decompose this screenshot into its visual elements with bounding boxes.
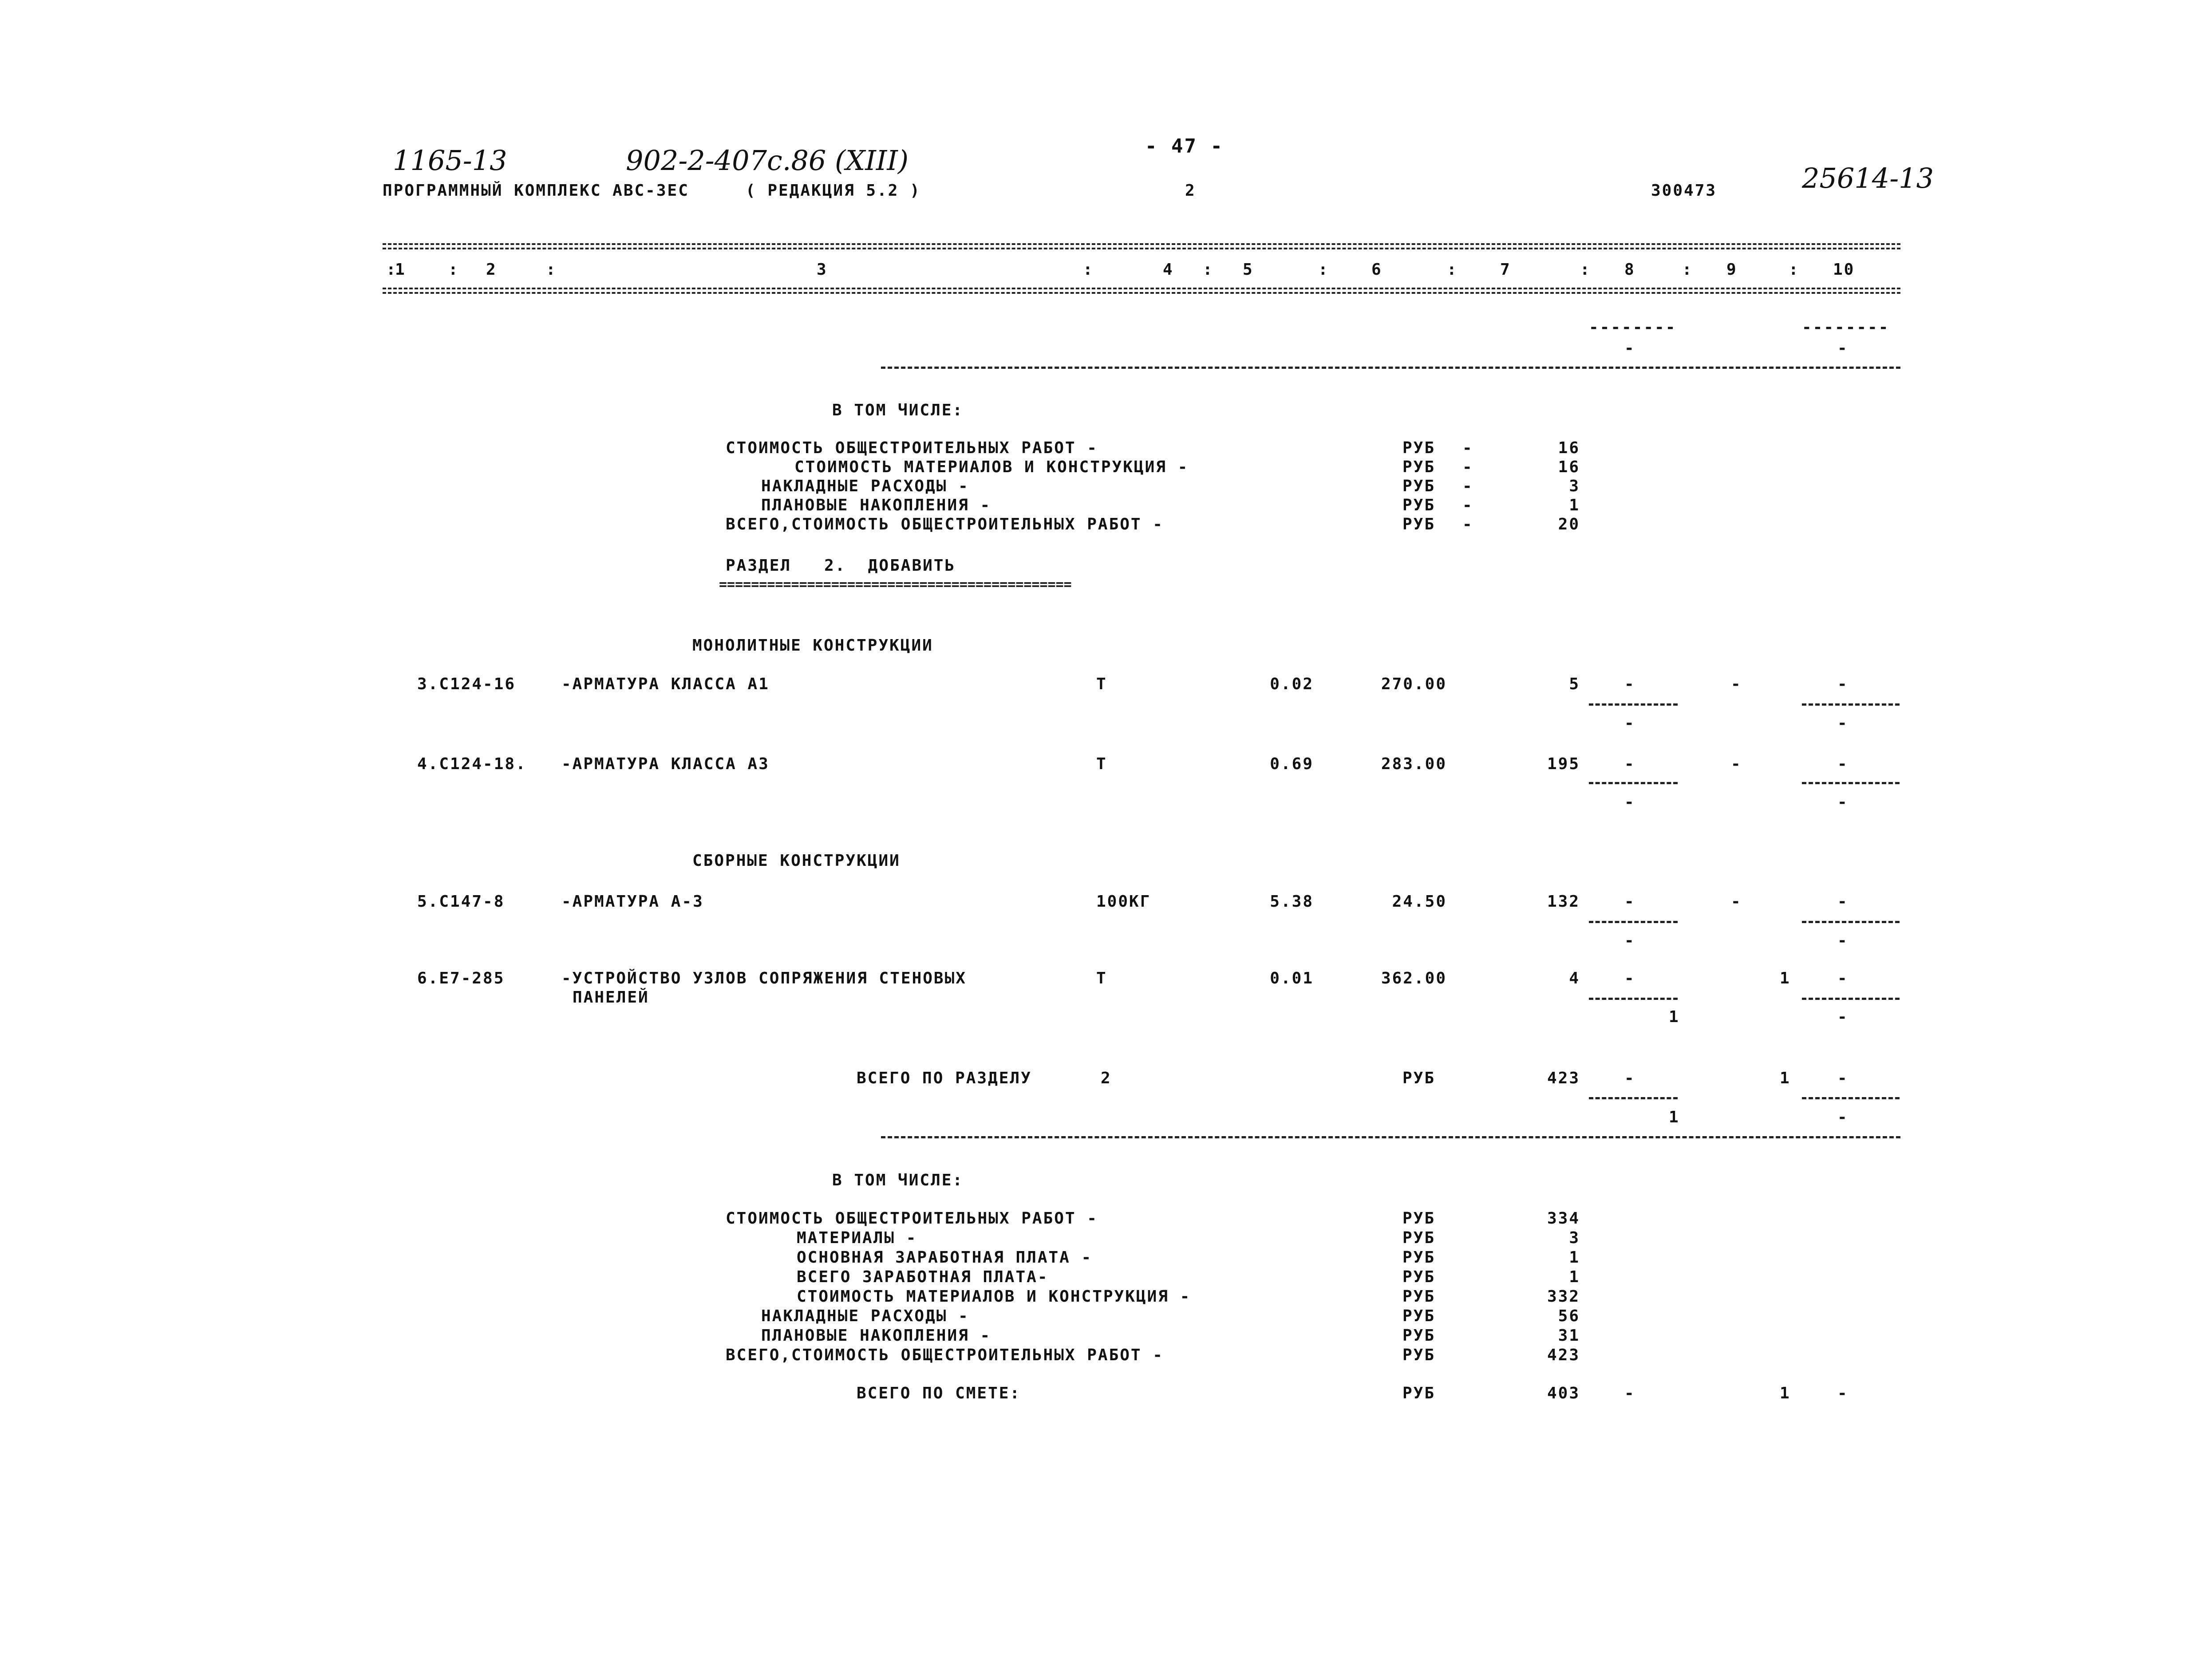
item-quantity: 0.69 bbox=[1270, 755, 1314, 773]
item-col10: - bbox=[1837, 675, 1849, 693]
section2-summary-title: В ТОМ ЧИСЛЕ: bbox=[832, 1171, 964, 1189]
col-header-5: 5 bbox=[1243, 261, 1254, 279]
page-number: - 47 - bbox=[1145, 135, 1224, 158]
section1-summary-title: В ТОМ ЧИСЛЕ: bbox=[832, 401, 964, 419]
item-col9: - bbox=[1731, 755, 1742, 773]
item-col8: - bbox=[1624, 755, 1635, 773]
col-header-3: 3 bbox=[817, 261, 828, 279]
grand-total-label: ВСЕГО ПО СМЕТЕ: bbox=[857, 1384, 1021, 1402]
item-unit: Т bbox=[1096, 969, 1107, 987]
grand-total-col8: - bbox=[1624, 1384, 1635, 1402]
item-name: -АРМАТУРА А-3 bbox=[561, 892, 704, 911]
carry-col10-line: -------- bbox=[1802, 318, 1890, 336]
item-col10-sub: - bbox=[1837, 932, 1849, 950]
summary-dash: - bbox=[1462, 439, 1473, 457]
item-col10-sub: - bbox=[1837, 1008, 1849, 1026]
item-col10: - bbox=[1837, 755, 1849, 773]
summary-dash: - bbox=[1462, 496, 1473, 514]
carry-col10-value: - bbox=[1837, 339, 1849, 357]
summary-label: ПЛАНОВЫЕ НАКОПЛЕНИЯ - bbox=[761, 496, 991, 514]
section2-underline: ============================================ bbox=[719, 577, 1072, 592]
summary-label: ПЛАНОВЫЕ НАКОПЛЕНИЯ - bbox=[761, 1327, 991, 1345]
summary-label: НАКЛАДНЫЕ РАСХОДЫ - bbox=[761, 477, 969, 495]
summary-unit: РУБ bbox=[1402, 1229, 1436, 1247]
item-name-cont: ПАНЕЛЕЙ bbox=[573, 988, 649, 1007]
summary-unit: РУБ bbox=[1402, 477, 1436, 495]
program-edition: ( РЕДАКЦИЯ 5.2 ) bbox=[746, 182, 921, 200]
item-sum: 132 bbox=[1547, 892, 1580, 911]
summary-unit: РУБ bbox=[1402, 1307, 1436, 1325]
summary-unit: РУБ bbox=[1402, 458, 1436, 476]
summary-unit: РУБ bbox=[1402, 1287, 1436, 1306]
summary-unit: РУБ bbox=[1402, 1248, 1436, 1267]
summary-label: СТОИМОСТЬ МАТЕРИАЛОВ И КОНСТРУКЦИЯ - bbox=[797, 1287, 1191, 1306]
summary-value: 56 bbox=[1558, 1307, 1580, 1325]
col-header-6: 6 bbox=[1371, 261, 1382, 279]
item-col10: - bbox=[1837, 969, 1849, 987]
handwritten-sheet-code: 25614-13 bbox=[1802, 162, 1934, 194]
section-total-col8-sub: 1 bbox=[1669, 1108, 1680, 1126]
summary-value: 3 bbox=[1569, 477, 1580, 495]
section-total-col10-sub: - bbox=[1837, 1108, 1849, 1126]
program-name: ПРОГРАММНЫЙ КОМПЛЕКС АВС-3ЕС bbox=[383, 182, 689, 200]
item-col8: - bbox=[1624, 675, 1635, 693]
summary-label: СТОИМОСТЬ ОБЩЕСТРОИТЕЛЬНЫХ РАБОТ - bbox=[726, 1209, 1098, 1228]
group-title-prefab: СБОРНЫЕ КОНСТРУКЦИИ bbox=[692, 852, 901, 870]
summary-label: СТОИМОСТЬ МАТЕРИАЛОВ И КОНСТРУКЦИЯ - bbox=[794, 458, 1189, 476]
grand-total-sum: 403 bbox=[1547, 1384, 1580, 1402]
grand-total-unit: РУБ bbox=[1402, 1384, 1436, 1402]
summary-label: ОСНОВНАЯ ЗАРАБОТНАЯ ПЛАТА - bbox=[797, 1248, 1093, 1267]
summary-value: 334 bbox=[1547, 1209, 1580, 1228]
item-name: -АРМАТУРА КЛАССА А1 bbox=[561, 675, 770, 693]
header-rule-bottom bbox=[383, 288, 1900, 294]
summary-label: МАТЕРИАЛЫ - bbox=[797, 1229, 917, 1247]
summary-value: 423 bbox=[1547, 1346, 1580, 1364]
summary-value: 332 bbox=[1547, 1287, 1580, 1306]
summary-label: ВСЕГО ЗАРАБОТНАЯ ПЛАТА- bbox=[797, 1268, 1049, 1286]
summary-value: 1 bbox=[1569, 496, 1580, 514]
item-sum: 195 bbox=[1547, 755, 1580, 773]
col-header-9: 9 bbox=[1726, 261, 1738, 279]
item-quantity: 0.02 bbox=[1270, 675, 1314, 693]
summary-value: 31 bbox=[1558, 1327, 1580, 1345]
col-header-8: 8 bbox=[1624, 261, 1635, 279]
item-sum: 5 bbox=[1569, 675, 1580, 693]
summary-label: СТОИМОСТЬ ОБЩЕСТРОИТЕЛЬНЫХ РАБОТ - bbox=[726, 439, 1098, 457]
header-rule-top bbox=[383, 243, 1900, 249]
group-title-monolithic: МОНОЛИТНЫЕ КОНСТРУКЦИИ bbox=[692, 636, 933, 655]
summary-unit: РУБ bbox=[1402, 1209, 1436, 1228]
item-col8-sub: - bbox=[1624, 932, 1635, 950]
document-code: 300473 bbox=[1651, 182, 1717, 200]
summary-unit: РУБ bbox=[1402, 515, 1436, 533]
section2-title: РАЗДЕЛ 2. ДОБАВИТЬ bbox=[726, 557, 956, 575]
item-quantity: 0.01 bbox=[1270, 969, 1314, 987]
section-total-sum: 423 bbox=[1547, 1069, 1580, 1087]
col-header-1: 1 bbox=[395, 261, 406, 279]
handwritten-project-number: 902-2-407c.86 (XIII) bbox=[626, 144, 909, 177]
summary-value: 1 bbox=[1569, 1268, 1580, 1286]
carry-col8-value: - bbox=[1624, 339, 1635, 357]
summary-dash: - bbox=[1462, 458, 1473, 476]
item-quantity: 5.38 bbox=[1270, 892, 1314, 911]
grand-total-col10: - bbox=[1837, 1384, 1849, 1402]
item-col9: 1 bbox=[1780, 969, 1791, 987]
carry-col8-line: -------- bbox=[1589, 318, 1677, 336]
summary-label: ВСЕГО,СТОИМОСТЬ ОБЩЕСТРОИТЕЛЬНЫХ РАБОТ - bbox=[726, 515, 1164, 533]
section-total-col9: 1 bbox=[1780, 1069, 1791, 1087]
item-unit: Т bbox=[1096, 755, 1107, 773]
item-col9: - bbox=[1731, 892, 1742, 911]
section-total-col10: - bbox=[1837, 1069, 1849, 1087]
summary-label: ВСЕГО,СТОИМОСТЬ ОБЩЕСТРОИТЕЛЬНЫХ РАБОТ - bbox=[726, 1346, 1164, 1364]
item-price: 362.00 bbox=[1381, 969, 1447, 987]
summary-dash: - bbox=[1462, 515, 1473, 533]
sheet-number: 2 bbox=[1185, 182, 1196, 200]
summary-label: НАКЛАДНЫЕ РАСХОДЫ - bbox=[761, 1307, 969, 1325]
summary-unit: РУБ bbox=[1402, 439, 1436, 457]
item-col10: - bbox=[1837, 892, 1849, 911]
grand-total-col9: 1 bbox=[1780, 1384, 1791, 1402]
item-col10-sub: - bbox=[1837, 714, 1849, 732]
section-total-col8: - bbox=[1624, 1069, 1635, 1087]
item-code: 6.Е7-285 bbox=[417, 969, 505, 987]
summary-value: 16 bbox=[1558, 458, 1580, 476]
item-unit: 100КГ bbox=[1096, 892, 1151, 911]
item-col9: - bbox=[1731, 675, 1742, 693]
col-header-7: 7 bbox=[1500, 261, 1511, 279]
summary-unit: РУБ bbox=[1402, 1327, 1436, 1345]
item-price: 283.00 bbox=[1381, 755, 1447, 773]
summary-value: 3 bbox=[1569, 1229, 1580, 1247]
section-total-unit: РУБ bbox=[1402, 1069, 1436, 1087]
item-price: 270.00 bbox=[1381, 675, 1447, 693]
item-col8-sub: - bbox=[1624, 793, 1635, 811]
summary-value: 20 bbox=[1558, 515, 1580, 533]
item-col8-sub: 1 bbox=[1669, 1008, 1680, 1026]
handwritten-archive-number: 1165-13 bbox=[393, 144, 507, 177]
summary-unit: РУБ bbox=[1402, 1268, 1436, 1286]
item-price: 24.50 bbox=[1392, 892, 1447, 911]
summary-unit: РУБ bbox=[1402, 1346, 1436, 1364]
item-name: -УСТРОЙСТВО УЗЛОВ СОПРЯЖЕНИЯ СТЕНОВЫХ bbox=[561, 969, 967, 987]
item-code: 5.С147-8 bbox=[417, 892, 505, 911]
item-col8-sub: - bbox=[1624, 714, 1635, 732]
item-sum: 4 bbox=[1569, 969, 1580, 987]
item-col8: - bbox=[1624, 892, 1635, 911]
summary-value: 1 bbox=[1569, 1248, 1580, 1267]
col-header-10: 10 bbox=[1833, 261, 1855, 279]
col-header-4: 4 bbox=[1163, 261, 1174, 279]
col-header-2: 2 bbox=[486, 261, 497, 279]
item-name: -АРМАТУРА КЛАССА А3 bbox=[561, 755, 770, 773]
section1-end-rule bbox=[881, 367, 1900, 369]
section-total-number: 2 bbox=[1101, 1069, 1112, 1087]
section2-end-rule bbox=[881, 1136, 1900, 1138]
item-code: 3.С124-16 bbox=[417, 675, 516, 693]
item-unit: Т bbox=[1096, 675, 1107, 693]
summary-unit: РУБ bbox=[1402, 496, 1436, 514]
item-code: 4.С124-18. bbox=[417, 755, 527, 773]
section-total-label: ВСЕГО ПО РАЗДЕЛУ bbox=[857, 1069, 1032, 1087]
item-col10-sub: - bbox=[1837, 793, 1849, 811]
summary-value: 16 bbox=[1558, 439, 1580, 457]
summary-dash: - bbox=[1462, 477, 1473, 495]
item-col8: - bbox=[1624, 969, 1635, 987]
